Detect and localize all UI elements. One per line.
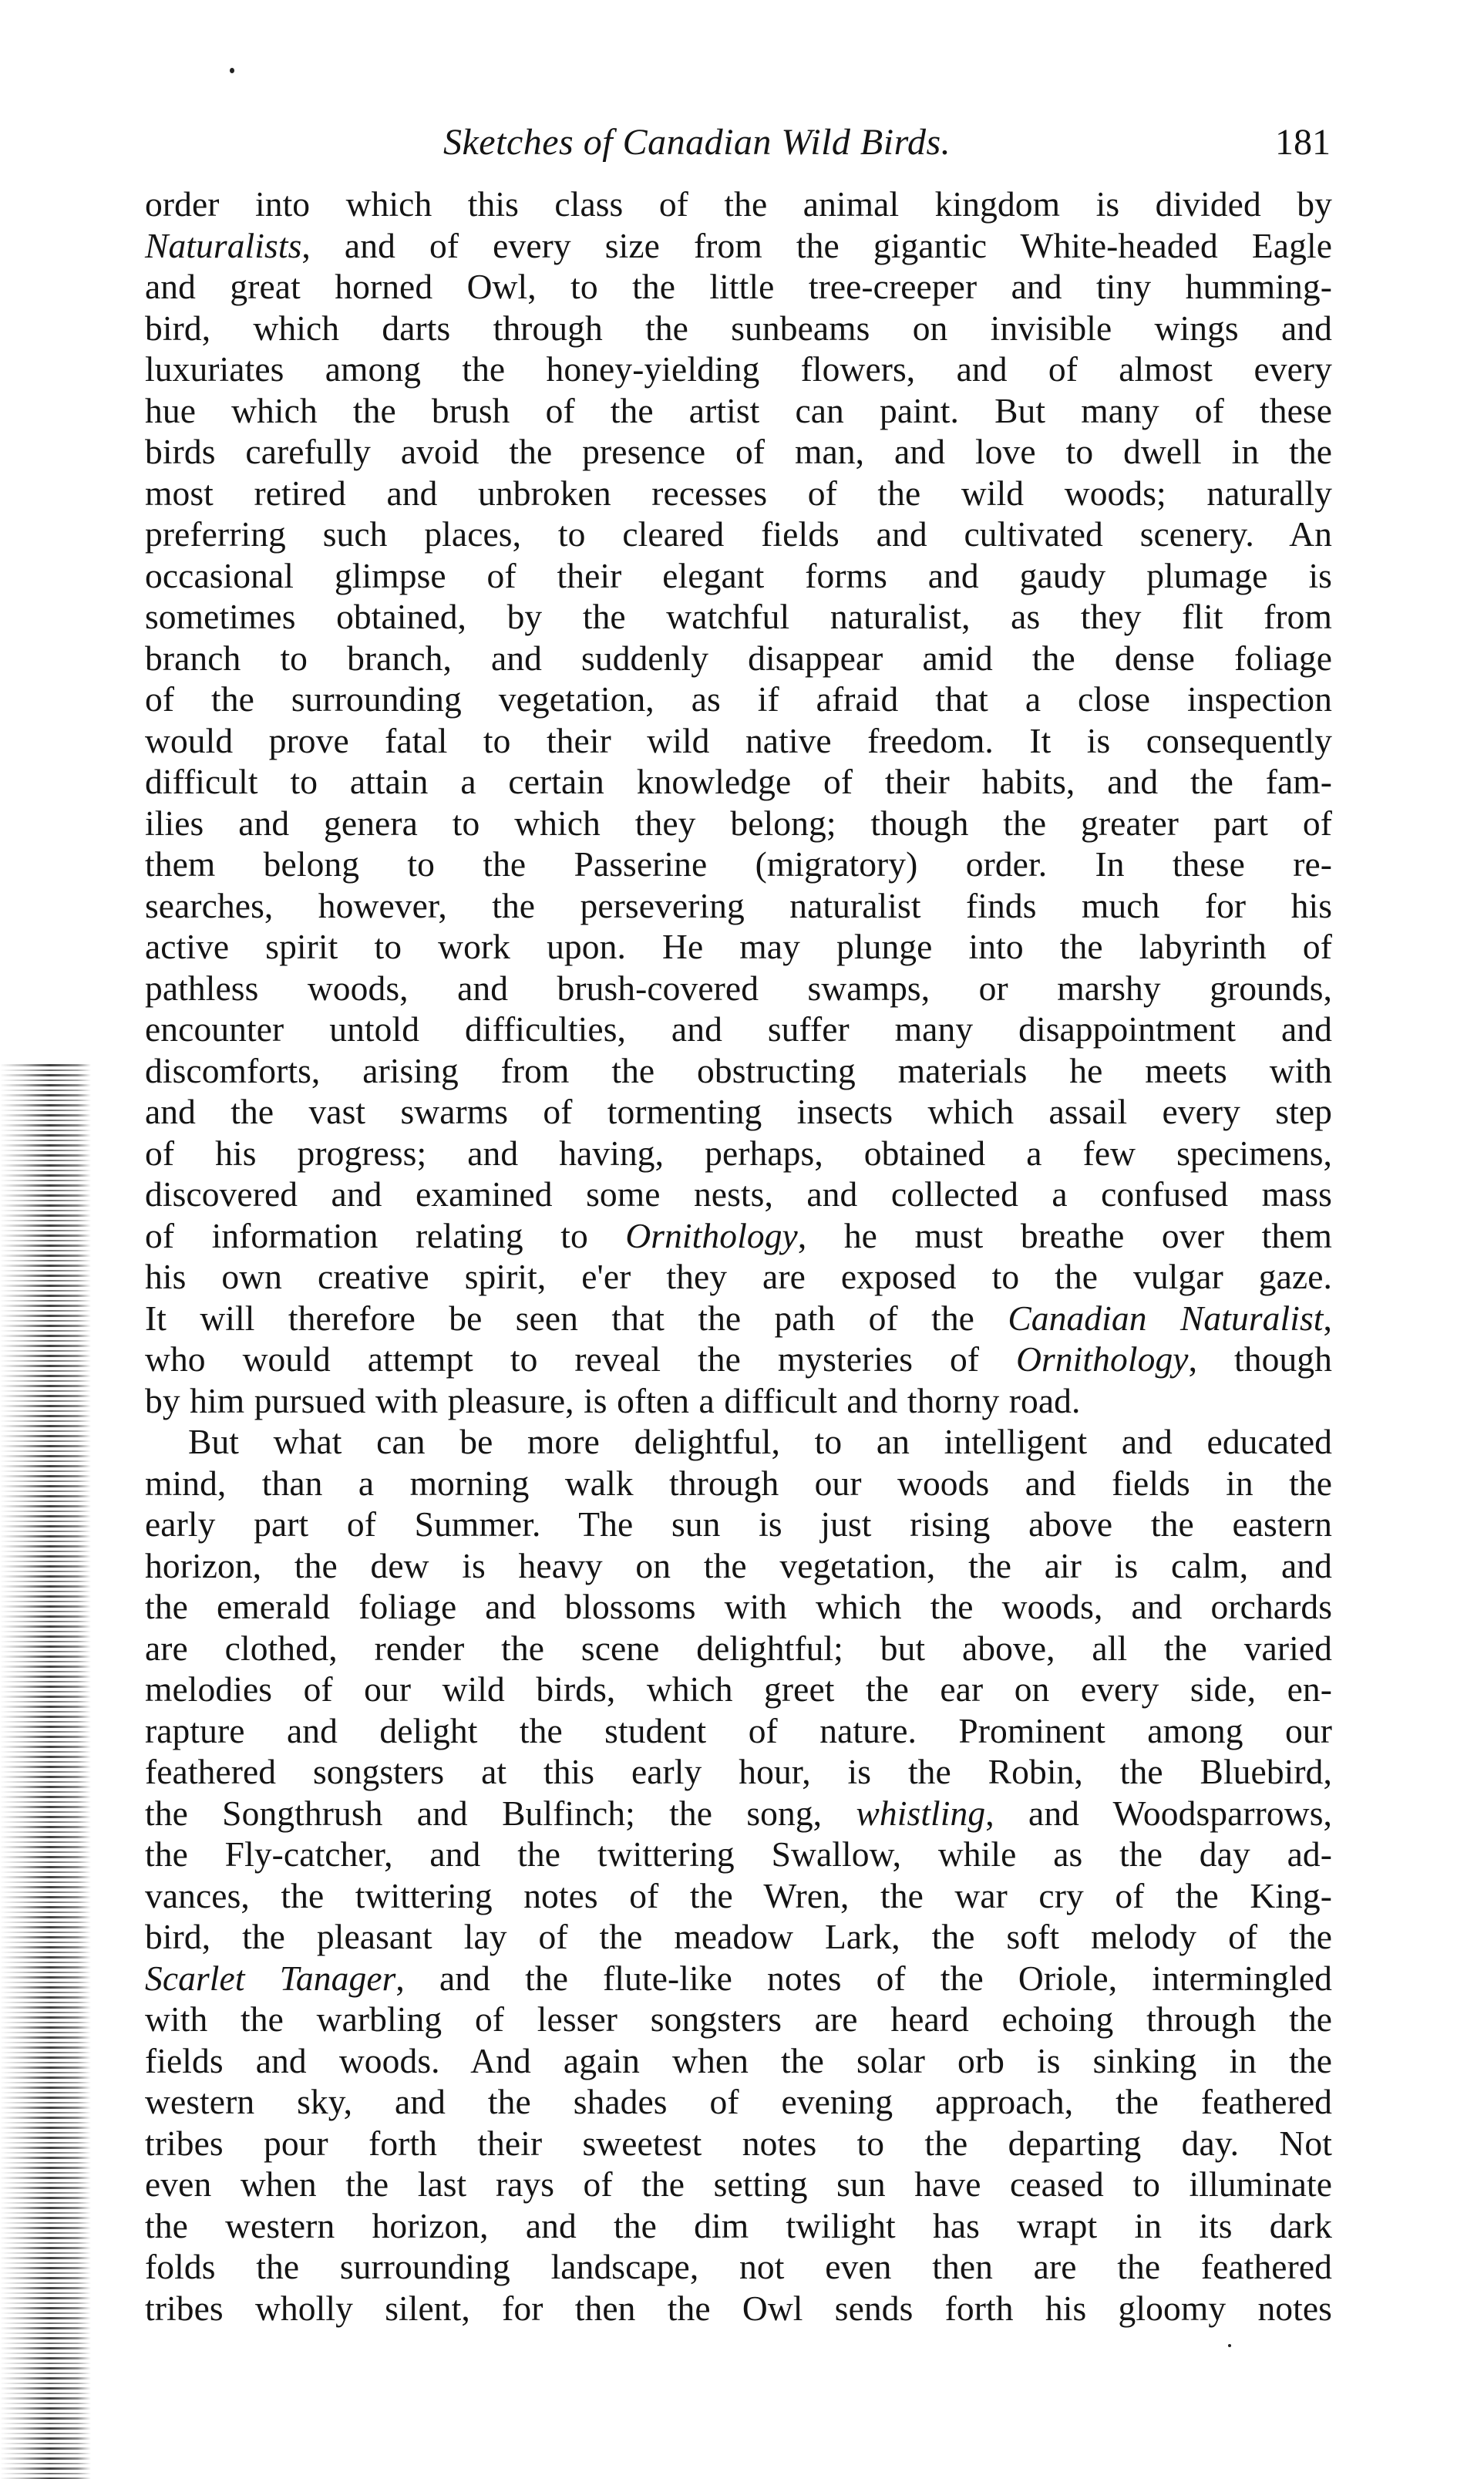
italic-term: Scarlet Tanager [145,1958,396,1998]
text-line: the Fly-catcher, and the twittering Swallow, while as the day ad- [145,1834,1332,1874]
text-span: , he must breathe over them [797,1215,1332,1255]
text-line: horizon, the dew is heavy on the vegetation, the air is calm, and [145,1545,1332,1585]
text-line: preferring such places, to cleared fields and cultivated scenery. An [145,514,1332,554]
text-line: occasional glimpse of their elegant forms and gaudy plumage is [145,555,1332,595]
text-line: his own creative spirit, e'er they are exposed to the vulgar gaze. [145,1257,1332,1296]
italic-term: Ornithology [625,1215,798,1255]
text-line: active spirit to work upon. He may plunge into the labyrinth of [145,927,1332,966]
text-line [145,1339,1332,1380]
text-line [145,1793,1332,1834]
text-line: encounter untold difficulties, and suffer many disappointment and [145,1009,1332,1049]
print-speck [230,68,234,73]
text-line: feathered songsters at this early hour, is the Robin, the Bluebird, [145,1752,1332,1791]
text-line: fields and woods. And again when the solar orb is sinking in the [145,2040,1332,2080]
text-span: , and the flute-like notes of the Oriole, intermingled [395,1958,1332,1998]
text-span: the Songthrush and Bulfinch; the song, [145,1793,856,1833]
text-line: mind, than a morning walk through our woods and fields in the [145,1463,1332,1503]
text-line: discovered and examined some nests, and collected a confused mass [145,1174,1332,1214]
text-line: early part of Summer. The sun is just rising above the eastern [145,1504,1332,1544]
text-line: difficult to attain a certain knowledge of their habits, and the fam- [145,762,1332,801]
text-line: rapture and delight the student of nature. Prominent among our [145,1710,1332,1750]
text-line: them belong to the Passerine (migratory) order. In these re- [145,844,1332,884]
italic-term: Canadian Naturalist [1008,1298,1324,1338]
text-span: , and of every size from the gigantic White-headed Eagle [301,225,1332,265]
text-line: by him pursued with pleasure, is often a difficult and thorny road. [145,1380,1081,1420]
text-line: luxuriates among the honey-yielding flowers, and of almost every [145,349,1332,389]
text-line: even when the last rays of the setting sun have ceased to illuminate [145,2164,1332,2204]
body-text [145,184,1332,2329]
running-head-title: Sketches of Canadian Wild Birds. [443,122,951,163]
text-line: tribes pour forth their sweetest notes to the departing day. Not [145,2123,1332,2163]
page-number: 181 [1275,122,1331,163]
text-line: searches, however, the persevering naturalist finds much for his [145,885,1332,925]
text-line [145,1298,1332,1339]
running-head [145,116,1332,170]
text-span: of information relating to [145,1215,626,1255]
text-line [145,225,1332,267]
text-line: and the vast swarms of tormenting insects which assail every step [145,1092,1332,1131]
text-span: , though [1188,1339,1333,1379]
text-line: of the surrounding vegetation, as if afraid that a close inspection [145,679,1332,719]
text-line: order into which this class of the animal kingdom is divided by [145,184,1332,224]
text-span: , and Woodsparrows, [985,1793,1332,1833]
text-line: vances, the twittering notes of the Wren, the war cry of the King- [145,1875,1332,1915]
text-line: the emerald foliage and blossoms with which the woods, and orchards [145,1587,1332,1626]
text-line: branch to branch, and suddenly disappear amid the dense foliage [145,638,1332,678]
text-line: ilies and genera to which they belong; though the greater part of [145,803,1332,843]
text-line: most retired and unbroken recesses of the wild woods; naturally [145,473,1332,513]
text-line: hue which the brush of the artist can paint. But many of these [145,390,1332,430]
text-line: discomforts, arising from the obstructing materials he meets with [145,1050,1332,1090]
text-line: But what can be more delightful, to an intelligent and educated [188,1422,1332,1461]
italic-term: whistling [856,1793,986,1833]
print-speck [1228,2344,1231,2347]
text-line: bird, the pleasant lay of the meadow Lark, the soft melody of the [145,1917,1332,1956]
italic-term: Naturalists [145,225,302,265]
text-line: bird, which darts through the sunbeams on invisible wings and [145,308,1332,348]
text-line: and great horned Owl, to the little tree-creeper and tiny humming- [145,267,1332,306]
text-line: melodies of our wild birds, which greet the ear on every side, en- [145,1669,1332,1709]
text-line: pathless woods, and brush-covered swamps, or marshy grounds, [145,968,1332,1008]
text-span: It will therefore be seen that the path of the [145,1298,1008,1338]
text-line: western sky, and the shades of evening approach, the feathered [145,2082,1332,2121]
text-line: would prove fatal to their wild native freedom. It is consequently [145,720,1332,760]
italic-term: Ornithology [1016,1339,1189,1379]
text-line: the western horizon, and the dim twilight has wrapt in its dark [145,2205,1332,2245]
text-line [145,1958,1332,1999]
text-line: tribes wholly silent, for then the Owl sends forth his gloomy notes [145,2288,1332,2328]
text-line: folds the surrounding landscape, not even then are the feathered [145,2247,1332,2286]
text-line: of his progress; and having, perhaps, obtained a few specimens, [145,1133,1332,1173]
text-span: , [1323,1298,1333,1338]
binding-edge [0,1064,91,2479]
text-line: sometimes obtained, by the watchful naturalist, as they flit from [145,597,1332,636]
text-line: with the warbling of lesser songsters are heard echoing through the [145,1999,1332,2039]
text-line: birds carefully avoid the presence of man, and love to dwell in the [145,432,1332,471]
text-line [145,1215,1332,1257]
text-span: who would attempt to reveal the mysteries of [145,1339,1017,1379]
text-line: are clothed, render the scene delightful; but above, all the varied [145,1628,1332,1668]
